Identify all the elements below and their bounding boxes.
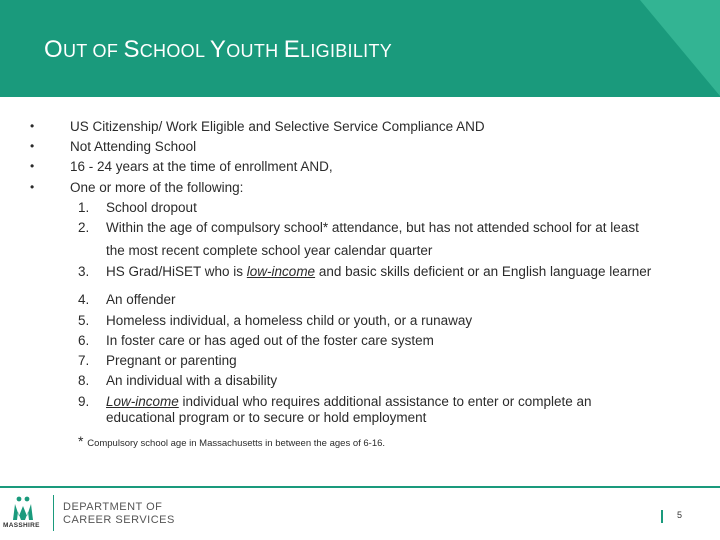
page-number: 5	[677, 510, 683, 520]
item-number: 1.	[78, 200, 90, 215]
list-item: HS Grad/HiSET who is low-income and basic skills deficient or an English language learner	[106, 264, 652, 279]
bullet-glyph: •	[30, 159, 35, 173]
list-item: An offender	[106, 292, 176, 307]
footnote	[78, 433, 385, 449]
bullet-glyph: •	[30, 139, 35, 153]
item-number: 6.	[78, 333, 90, 348]
item-number: 4.	[78, 292, 90, 307]
low-income-link[interactable]: low-income	[246, 264, 316, 279]
item-number: 2.	[78, 220, 90, 235]
item-number: 8.	[78, 373, 90, 388]
footer-separator	[53, 495, 54, 531]
list-item: Within the age of compulsory school* attendance, but has not attended school for at least	[106, 220, 639, 235]
low-income-link[interactable]: Low-income	[106, 394, 179, 409]
bullet-item: US Citizenship/ Work Eligible and Selective Service Compliance AND	[70, 119, 485, 134]
department-name-line2: CAREER SERVICES	[63, 514, 175, 526]
bullet-item: One or more of the following:	[70, 180, 244, 195]
list-item: An individual with a disability	[106, 373, 278, 388]
list-item: In foster care or has aged out of the foster care system	[106, 333, 434, 348]
list-item-continued: educational program or to secure or hold employment	[106, 410, 427, 425]
bullet-item: Not Attending School	[70, 139, 197, 154]
page-title: OUT OF SCHOOL YOUTH ELIGIBILITY	[44, 36, 393, 63]
item-number: 7.	[78, 353, 90, 368]
bullet-item: 16 - 24 years at the time of enrollment AND,	[70, 159, 333, 174]
item-number: 5.	[78, 313, 90, 328]
bullet-glyph: •	[30, 119, 35, 133]
page-number-bar	[661, 510, 663, 523]
list-item-continued: the most recent complete school year calendar quarter	[106, 243, 433, 258]
footnote-text: Compulsory school age in Massachusetts in between the ages of 6-16.	[87, 438, 386, 449]
list-item: Pregnant or parenting	[106, 353, 237, 368]
logo-wordmark: MASSHIRE	[3, 522, 40, 529]
list-item: School dropout	[106, 200, 197, 215]
bullet-glyph: •	[30, 180, 35, 194]
footnote-star: *	[78, 433, 84, 449]
item-number: 9.	[78, 394, 90, 409]
item-number: 3.	[78, 264, 90, 279]
department-name-line1: DEPARTMENT OF	[63, 501, 163, 513]
footer-divider	[0, 486, 720, 488]
list-item: Low-income individual who requires additional assistance to enter or complete an	[106, 394, 592, 409]
list-item: Homeless individual, a homeless child or youth, or a runaway	[106, 313, 473, 328]
